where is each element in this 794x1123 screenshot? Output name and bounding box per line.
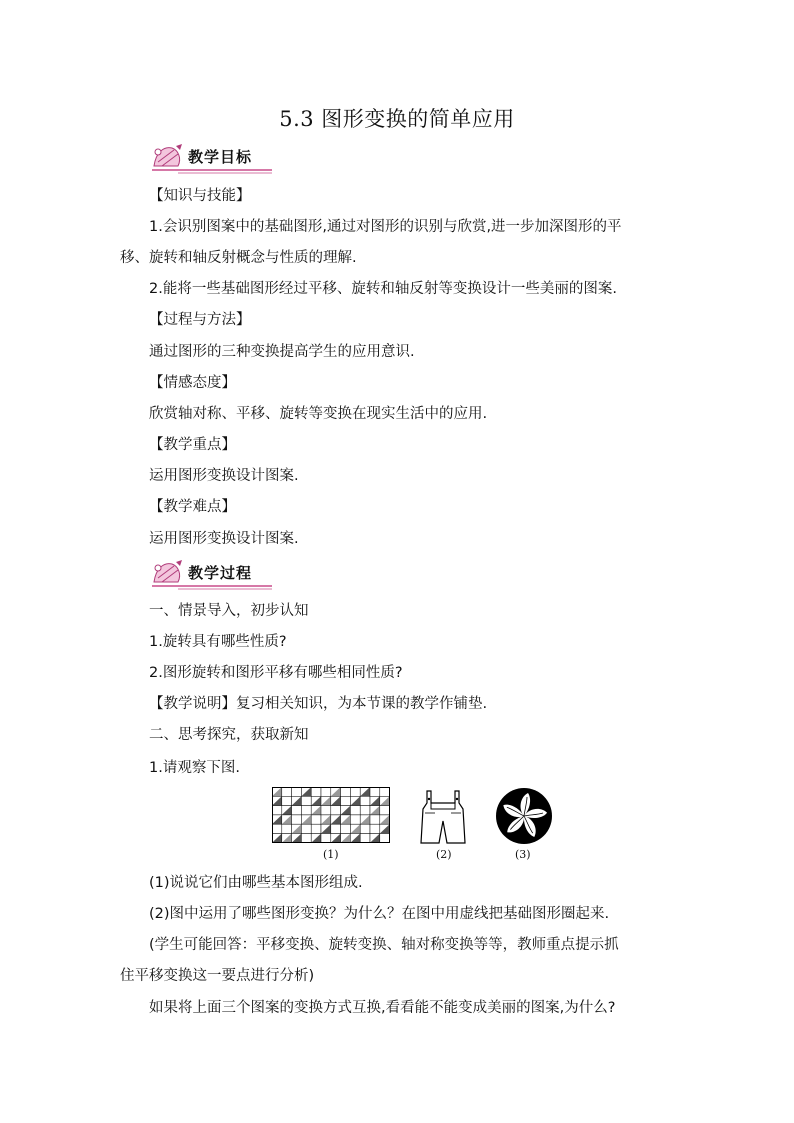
text-line: 住平移变换这一要点进行分析) [120, 968, 315, 984]
section-title: 教学过程 [188, 564, 253, 582]
section-title: 教学目标 [188, 148, 253, 166]
overalls-figure [415, 787, 471, 845]
text-line: 欣赏轴对称、平移、旋转等变换在现实生活中的应用. [149, 406, 488, 422]
text-line: 运用图形变换设计图案. [149, 531, 299, 547]
section-header-objectives [148, 142, 278, 176]
text-line: 【教学说明】复习相关知识，为本节课的教学作铺垫. [149, 696, 488, 712]
page-title: 5.3 图形变换的简单应用 [279, 107, 515, 131]
text-line: 二、思考探究，获取新知 [149, 727, 309, 743]
figure-caption: (2) [436, 848, 452, 861]
section-header-process [148, 558, 278, 592]
figure-caption: (1) [323, 848, 339, 861]
text-line: 【情感态度】 [149, 375, 236, 391]
text-line: (学生可能回答：平移变换、旋转变换、轴对称变换等等，教师重点提示抓 [149, 937, 619, 953]
figure-caption: (3) [515, 848, 531, 861]
text-line: 2.能将一些基础图形经过平移、旋转和轴反射等变换设计一些美丽的图案. [149, 281, 617, 297]
text-line: (2)图中运用了哪些图形变换？为什么？在图中用虚线把基础图形圈起来. [149, 906, 610, 922]
text-line: 【过程与方法】 [149, 312, 251, 328]
text-line: 1.请观察下图. [149, 760, 240, 776]
text-line: 【教学重点】 [149, 437, 236, 453]
text-line: 通过图形的三种变换提高学生的应用意识. [149, 344, 415, 360]
bauhinia-emblem-figure [494, 787, 554, 845]
text-line: (1)说说它们由哪些基本图形组成. [149, 875, 363, 891]
tiling-pattern-figure [272, 787, 390, 843]
text-line: 如果将上面三个图案的变换方式互换,看看能不能变成美丽的图案,为什么? [149, 1000, 616, 1016]
text-line: 【教学难点】 [149, 499, 236, 515]
text-line: 1.旋转具有哪些性质? [149, 634, 287, 650]
text-line: 运用图形变换设计图案. [149, 468, 299, 484]
text-line: 1.会识别图案中的基础图形,通过对图形的识别与欣赏,进一步加深图形的平 [149, 219, 622, 235]
text-line: 一、情景导入，初步认知 [149, 603, 309, 619]
text-line: 移、旋转和轴反射概念与性质的理解. [120, 250, 357, 266]
text-line: 2.图形旋转和图形平移有哪些相同性质? [149, 665, 403, 681]
text-line: 【知识与技能】 [149, 188, 251, 204]
